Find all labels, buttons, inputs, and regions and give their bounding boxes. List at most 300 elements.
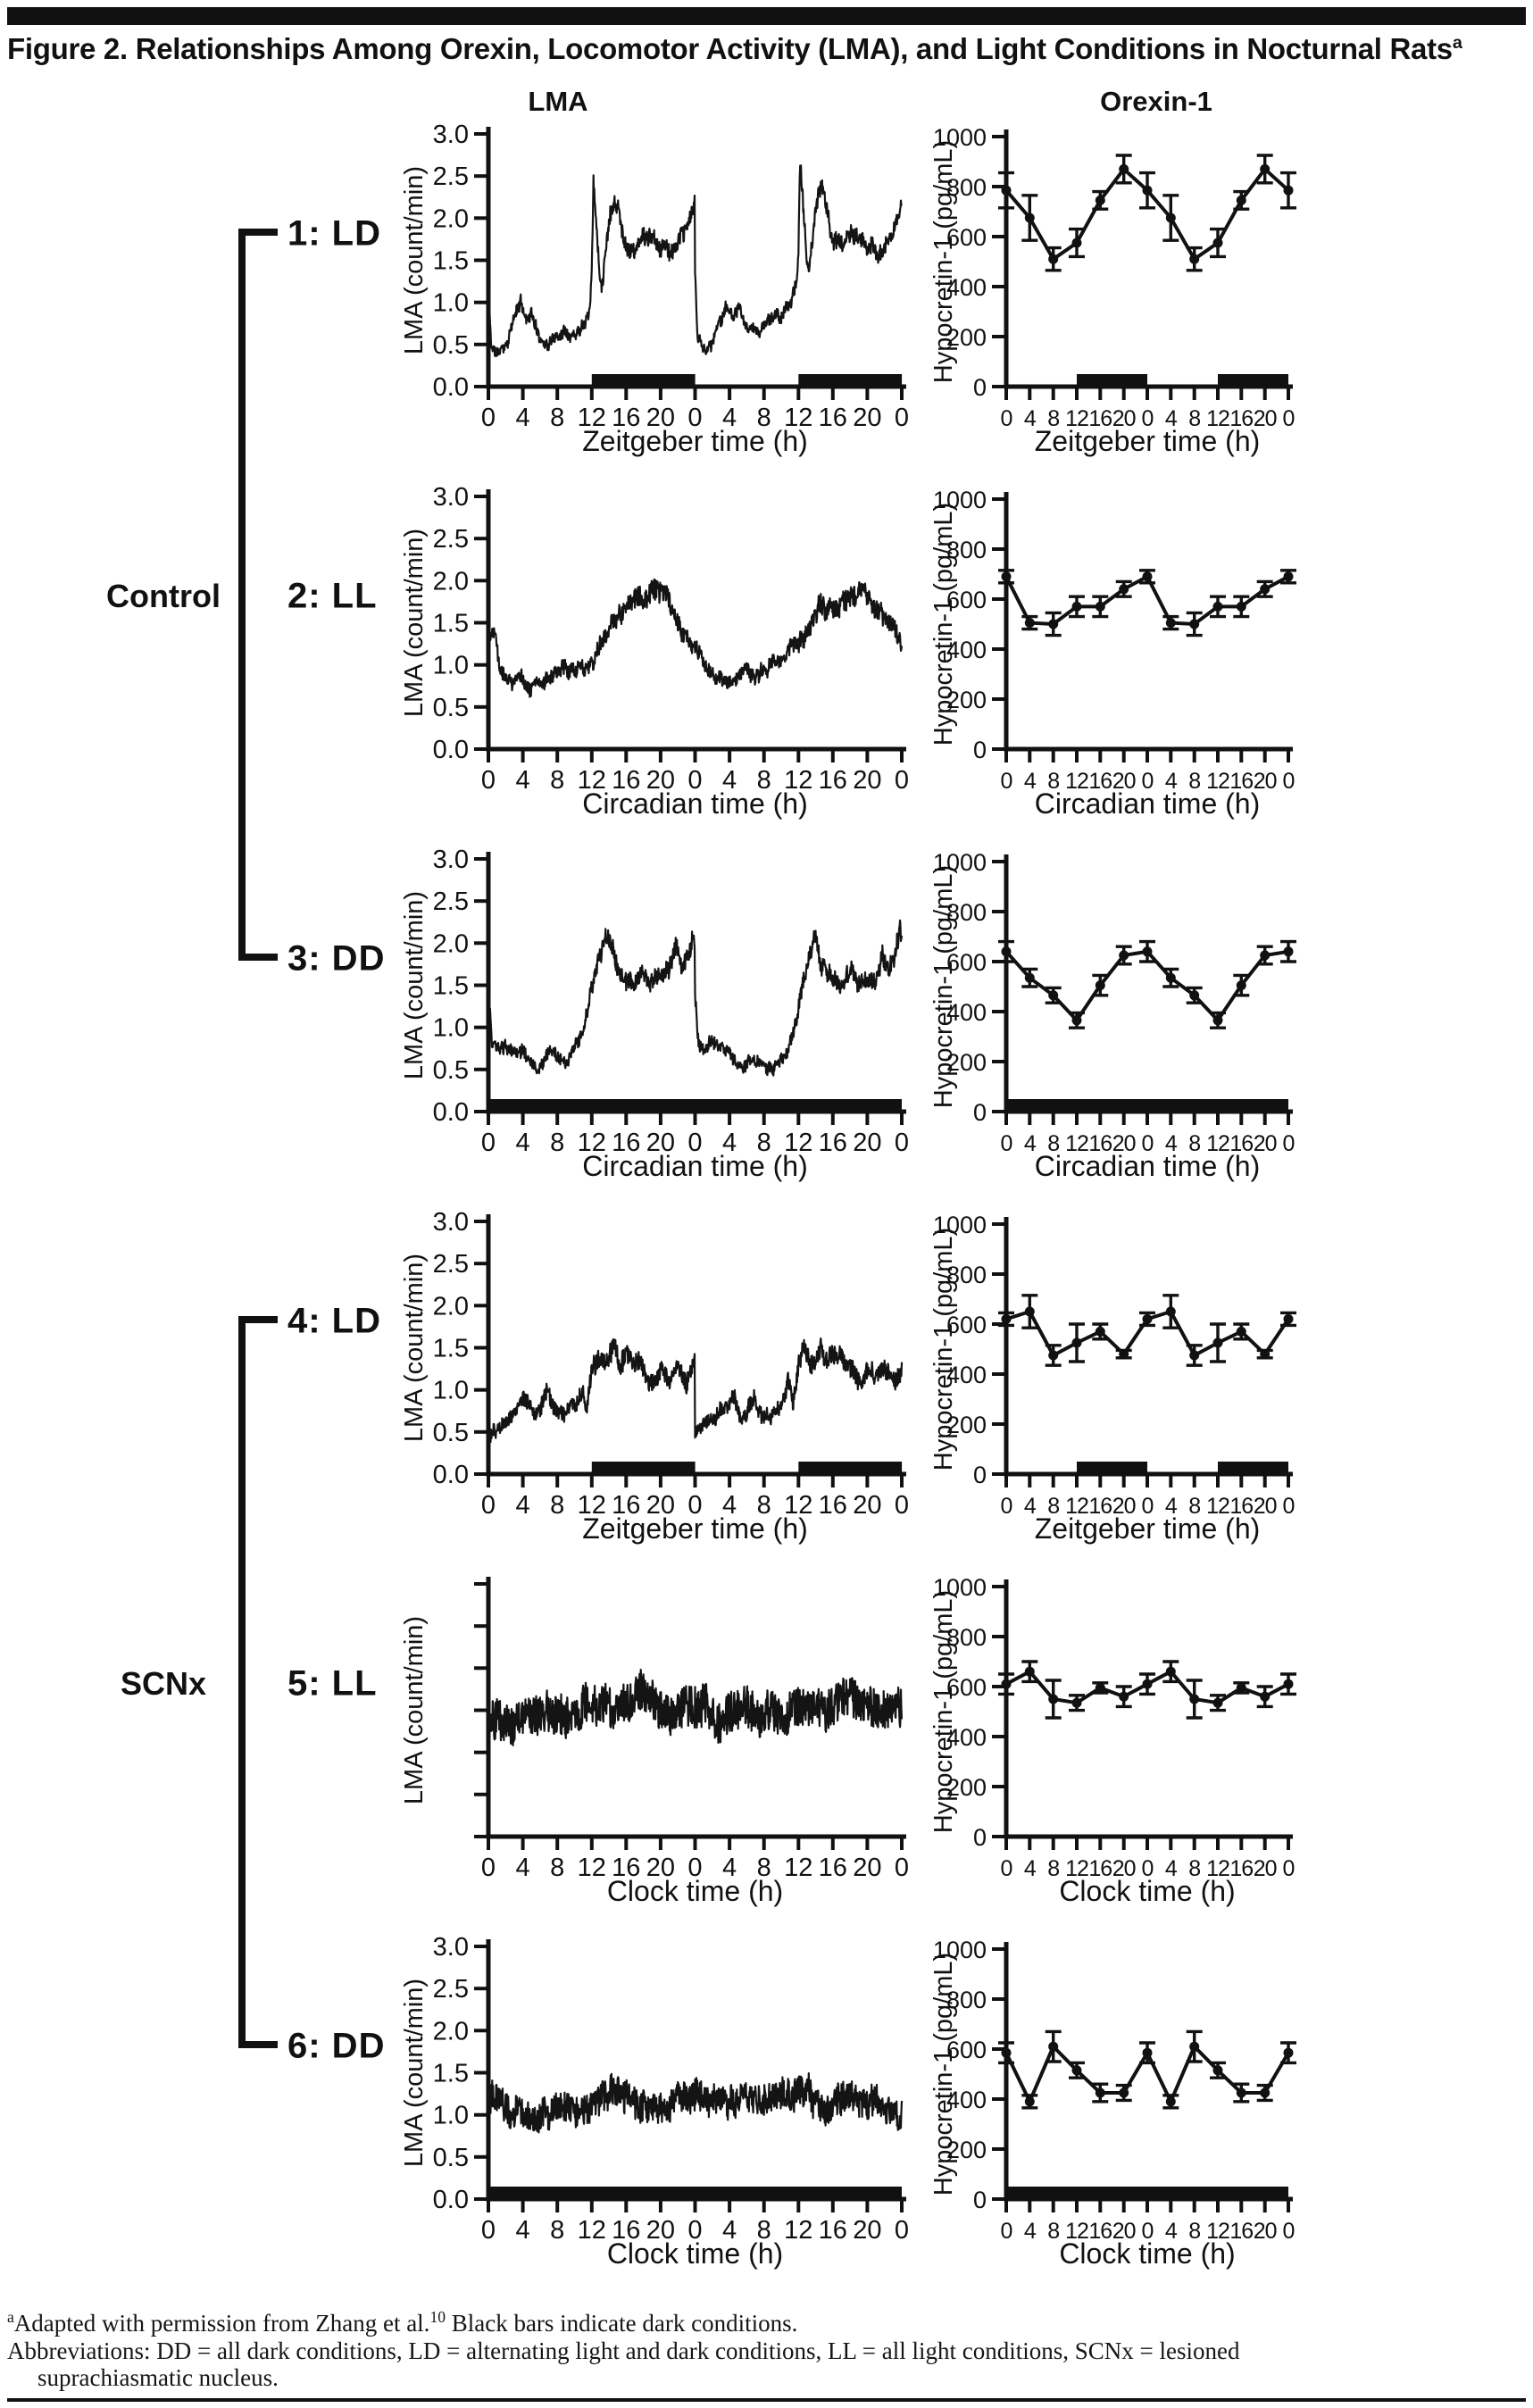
svg-text:16: 16 <box>612 1491 641 1520</box>
svg-text:Hypocretin-1 (pg/mL): Hypocretin-1 (pg/mL) <box>929 1227 958 1471</box>
svg-text:0: 0 <box>687 404 703 432</box>
svg-text:Zeitgeber time (h): Zeitgeber time (h) <box>582 425 808 457</box>
svg-text:4: 4 <box>1164 406 1177 431</box>
svg-text:1000: 1000 <box>932 124 987 151</box>
svg-text:4: 4 <box>515 1129 530 1157</box>
svg-text:4: 4 <box>515 2216 530 2245</box>
svg-text:8: 8 <box>756 404 771 432</box>
svg-text:20: 20 <box>853 1854 882 1882</box>
svg-text:4: 4 <box>1164 769 1177 794</box>
figure-title <box>7 32 1529 66</box>
svg-text:800: 800 <box>946 1262 987 1288</box>
orexin-plot-svg <box>920 121 1533 483</box>
svg-text:12: 12 <box>1065 406 1088 431</box>
svg-text:0: 0 <box>894 404 910 432</box>
svg-text:4: 4 <box>1164 2219 1177 2244</box>
svg-text:400: 400 <box>946 2087 987 2113</box>
svg-text:12: 12 <box>577 1854 606 1882</box>
svg-text:20: 20 <box>646 404 676 432</box>
footnote-adapted <box>7 2304 1400 2337</box>
footnote-superscript-a: a <box>7 2308 14 2326</box>
svg-text:0: 0 <box>972 374 987 401</box>
svg-text:3.0: 3.0 <box>432 121 469 149</box>
lma-plot-svg <box>250 1208 920 1571</box>
panel-row-1 <box>0 121 1533 483</box>
svg-text:0: 0 <box>1282 1856 1295 1881</box>
orexin-chart-6-dd <box>920 1933 1533 2296</box>
svg-text:16: 16 <box>612 2216 641 2245</box>
svg-text:0: 0 <box>1000 1494 1012 1519</box>
svg-text:0: 0 <box>972 2187 987 2213</box>
svg-text:800: 800 <box>946 537 987 563</box>
svg-text:16: 16 <box>1088 1856 1112 1881</box>
svg-text:3.0: 3.0 <box>432 1933 469 1962</box>
svg-text:16: 16 <box>612 1129 641 1157</box>
panel-row-6 <box>0 1933 1533 2296</box>
svg-text:16: 16 <box>818 404 847 432</box>
svg-text:16: 16 <box>818 2216 847 2245</box>
svg-text:0.0: 0.0 <box>432 2186 469 2214</box>
svg-text:20: 20 <box>1112 2219 1136 2244</box>
svg-text:LMA (count/min): LMA (count/min) <box>400 165 429 355</box>
lma-plot-svg <box>250 1933 920 2296</box>
svg-text:12: 12 <box>1206 406 1229 431</box>
svg-text:0: 0 <box>480 1491 496 1520</box>
svg-text:1.0: 1.0 <box>432 288 469 318</box>
svg-text:0: 0 <box>1000 2219 1012 2244</box>
svg-text:0.5: 0.5 <box>432 1418 469 1447</box>
svg-text:8: 8 <box>550 404 565 432</box>
footnote-adapted-text: Adapted with permission from Zhang et al. <box>13 2310 430 2337</box>
svg-text:16: 16 <box>818 1129 847 1157</box>
lma-plot-svg <box>250 1571 920 1933</box>
svg-text:Circadian time (h): Circadian time (h) <box>582 1150 808 1182</box>
svg-text:12: 12 <box>577 2216 606 2245</box>
svg-text:600: 600 <box>946 1674 987 1701</box>
bottom-rule <box>7 2398 1526 2402</box>
svg-text:Zeitgeber time (h): Zeitgeber time (h) <box>1034 1512 1261 1545</box>
orexin-chart-3-dd <box>920 846 1533 1208</box>
svg-text:12: 12 <box>1206 1131 1229 1156</box>
lma-plot-svg <box>250 121 920 483</box>
svg-text:2.0: 2.0 <box>432 2017 469 2046</box>
svg-text:0: 0 <box>1141 2219 1154 2244</box>
figure-title-text: Figure 2. Relationships Among Orexin, Locomotor Activity (LMA), and Light Conditions in Nocturnal Rats <box>7 32 1453 65</box>
svg-text:0: 0 <box>972 1462 987 1488</box>
row-label-3: 3: DD <box>287 938 386 979</box>
svg-text:2.5: 2.5 <box>432 887 469 917</box>
svg-text:0: 0 <box>894 1854 910 1882</box>
svg-text:20: 20 <box>646 766 676 795</box>
svg-text:600: 600 <box>946 1312 987 1338</box>
svg-text:8: 8 <box>756 766 771 795</box>
row-label-5: 5: LL <box>287 1663 378 1704</box>
svg-text:4: 4 <box>1164 1856 1177 1881</box>
svg-text:0: 0 <box>972 1824 987 1851</box>
row-label-1: 1: LD <box>287 213 381 254</box>
svg-text:20: 20 <box>646 1854 676 1882</box>
svg-text:0: 0 <box>1000 406 1012 431</box>
svg-text:16: 16 <box>818 1854 847 1882</box>
svg-text:8: 8 <box>1188 406 1201 431</box>
svg-text:16: 16 <box>1088 1494 1112 1519</box>
svg-text:0: 0 <box>480 1854 496 1882</box>
svg-text:Circadian time (h): Circadian time (h) <box>1034 787 1261 820</box>
svg-text:0: 0 <box>1141 1856 1154 1881</box>
svg-text:12: 12 <box>784 1129 813 1157</box>
footnote-darkbars-text: Black bars indicate dark conditions. <box>445 2310 798 2337</box>
svg-text:0: 0 <box>1282 769 1295 794</box>
svg-text:0: 0 <box>687 1854 703 1882</box>
svg-text:1.5: 1.5 <box>432 2059 469 2088</box>
svg-text:12: 12 <box>1206 769 1229 794</box>
svg-text:12: 12 <box>1065 769 1088 794</box>
panel-row-4 <box>0 1208 1533 1571</box>
svg-text:3.0: 3.0 <box>432 1208 469 1237</box>
svg-text:2.0: 2.0 <box>432 567 469 596</box>
svg-text:0: 0 <box>1282 1131 1295 1156</box>
svg-text:16: 16 <box>1229 406 1254 431</box>
svg-text:8: 8 <box>1047 406 1060 431</box>
svg-text:0: 0 <box>1000 769 1012 794</box>
svg-text:8: 8 <box>756 2216 771 2245</box>
svg-text:20: 20 <box>1112 1856 1136 1881</box>
svg-text:4: 4 <box>1023 2219 1036 2244</box>
svg-text:Circadian time (h): Circadian time (h) <box>582 787 808 820</box>
svg-text:LMA (count/min): LMA (count/min) <box>400 1615 429 1805</box>
svg-text:200: 200 <box>946 324 987 351</box>
svg-text:Zeitgeber time (h): Zeitgeber time (h) <box>1034 425 1261 457</box>
svg-text:4: 4 <box>1023 1856 1036 1881</box>
svg-text:4: 4 <box>515 404 530 432</box>
svg-text:0: 0 <box>480 404 496 432</box>
panel-row-5 <box>0 1571 1533 1933</box>
svg-text:800: 800 <box>946 1624 987 1651</box>
svg-text:8: 8 <box>550 1129 565 1157</box>
svg-text:20: 20 <box>853 1129 882 1157</box>
svg-text:0.5: 0.5 <box>432 693 469 722</box>
svg-text:12: 12 <box>577 766 606 795</box>
svg-text:0: 0 <box>687 1129 703 1157</box>
svg-text:16: 16 <box>1088 769 1112 794</box>
svg-text:8: 8 <box>550 766 565 795</box>
svg-text:8: 8 <box>1047 1494 1060 1519</box>
svg-text:0: 0 <box>1141 1494 1154 1519</box>
svg-text:1.0: 1.0 <box>432 2101 469 2130</box>
svg-text:0: 0 <box>1141 1131 1154 1156</box>
svg-text:400: 400 <box>946 1362 987 1388</box>
svg-text:4: 4 <box>1164 1494 1177 1519</box>
svg-text:16: 16 <box>1088 2219 1112 2244</box>
svg-text:Hypocretin-1 (pg/mL): Hypocretin-1 (pg/mL) <box>929 1952 958 2196</box>
lma-chart-2-ll <box>250 483 920 846</box>
svg-text:4: 4 <box>722 766 737 795</box>
orexin-plot-svg <box>920 1208 1533 1571</box>
svg-text:0: 0 <box>894 766 910 795</box>
svg-text:1000: 1000 <box>932 849 987 876</box>
svg-text:1.5: 1.5 <box>432 246 469 276</box>
svg-text:4: 4 <box>1023 1494 1036 1519</box>
svg-text:16: 16 <box>1229 1494 1254 1519</box>
svg-text:2.0: 2.0 <box>432 929 469 959</box>
svg-text:0: 0 <box>687 1491 703 1520</box>
svg-text:1000: 1000 <box>932 1574 987 1601</box>
svg-text:20: 20 <box>1253 2219 1277 2244</box>
svg-text:8: 8 <box>1188 1494 1201 1519</box>
svg-text:600: 600 <box>946 949 987 976</box>
svg-text:20: 20 <box>1112 769 1136 794</box>
group-label-control: Control <box>106 578 221 614</box>
svg-text:12: 12 <box>1206 1856 1229 1881</box>
svg-text:200: 200 <box>946 2137 987 2163</box>
svg-text:20: 20 <box>853 766 882 795</box>
svg-text:1.0: 1.0 <box>432 1376 469 1405</box>
svg-text:600: 600 <box>946 224 987 251</box>
svg-text:4: 4 <box>1023 406 1036 431</box>
svg-text:400: 400 <box>946 637 987 663</box>
svg-text:0: 0 <box>894 2216 910 2245</box>
group-label-scnx: SCNx <box>120 1665 207 1702</box>
svg-text:1.0: 1.0 <box>432 1013 469 1043</box>
svg-text:8: 8 <box>756 1854 771 1882</box>
svg-text:16: 16 <box>612 766 641 795</box>
svg-text:800: 800 <box>946 1987 987 2013</box>
lma-chart-1-ld <box>250 121 920 483</box>
svg-text:4: 4 <box>515 1491 530 1520</box>
orexin-plot-svg <box>920 483 1533 846</box>
svg-text:8: 8 <box>550 1854 565 1882</box>
svg-text:Hypocretin-1 (pg/mL): Hypocretin-1 (pg/mL) <box>929 139 958 384</box>
svg-text:8: 8 <box>1047 1856 1060 1881</box>
svg-text:2.5: 2.5 <box>432 525 469 554</box>
footnotes <box>7 2304 1400 2391</box>
lma-plot-svg <box>250 483 920 846</box>
svg-text:600: 600 <box>946 587 987 613</box>
svg-text:4: 4 <box>1164 1131 1177 1156</box>
svg-text:16: 16 <box>1229 1856 1254 1881</box>
svg-text:20: 20 <box>1253 1494 1277 1519</box>
svg-text:600: 600 <box>946 2037 987 2063</box>
svg-text:12: 12 <box>577 1491 606 1520</box>
svg-text:20: 20 <box>1253 406 1277 431</box>
footnote-reference-10: 10 <box>429 2308 446 2326</box>
lma-chart-3-dd <box>250 846 920 1208</box>
svg-text:200: 200 <box>946 1412 987 1438</box>
svg-text:8: 8 <box>1188 2219 1201 2244</box>
svg-text:20: 20 <box>853 404 882 432</box>
svg-text:1000: 1000 <box>932 487 987 513</box>
svg-text:12: 12 <box>784 1491 813 1520</box>
svg-text:20: 20 <box>646 1491 676 1520</box>
svg-text:12: 12 <box>1065 1131 1088 1156</box>
svg-text:LMA (count/min): LMA (count/min) <box>400 1978 429 2168</box>
svg-text:4: 4 <box>1023 769 1036 794</box>
svg-text:0: 0 <box>687 2216 703 2245</box>
svg-text:8: 8 <box>756 1129 771 1157</box>
orexin-plot-svg <box>920 1571 1533 1933</box>
lma-chart-4-ld <box>250 1208 920 1571</box>
svg-text:LMA (count/min): LMA (count/min) <box>400 528 429 718</box>
svg-text:4: 4 <box>1023 1131 1036 1156</box>
svg-text:0.0: 0.0 <box>432 736 469 764</box>
svg-text:2.0: 2.0 <box>432 204 469 234</box>
svg-text:0.0: 0.0 <box>432 1461 469 1489</box>
svg-text:0.5: 0.5 <box>432 2143 469 2172</box>
svg-text:0: 0 <box>1141 769 1154 794</box>
panel-row-2 <box>0 483 1533 846</box>
svg-text:4: 4 <box>722 404 737 432</box>
svg-text:12: 12 <box>577 1129 606 1157</box>
svg-text:16: 16 <box>1229 1131 1254 1156</box>
svg-text:8: 8 <box>1047 769 1060 794</box>
orexin-chart-2-ll <box>920 483 1533 846</box>
svg-text:16: 16 <box>1229 769 1254 794</box>
svg-text:LMA (count/min): LMA (count/min) <box>400 1253 429 1443</box>
svg-text:Hypocretin-1 (pg/mL): Hypocretin-1 (pg/mL) <box>929 1589 958 1834</box>
svg-text:20: 20 <box>1112 406 1136 431</box>
svg-text:0: 0 <box>1000 1131 1012 1156</box>
svg-text:Hypocretin-1 (pg/mL): Hypocretin-1 (pg/mL) <box>929 502 958 746</box>
svg-text:2.5: 2.5 <box>432 162 469 192</box>
svg-text:1000: 1000 <box>932 1212 987 1238</box>
orexin-chart-5-ll <box>920 1571 1533 1933</box>
svg-text:Clock time (h): Clock time (h) <box>606 2237 784 2270</box>
lma-plot-svg <box>250 846 920 1208</box>
svg-text:0: 0 <box>1282 406 1295 431</box>
svg-text:8: 8 <box>1188 1856 1201 1881</box>
svg-text:2.0: 2.0 <box>432 1292 469 1321</box>
svg-text:200: 200 <box>946 1049 987 1076</box>
svg-text:16: 16 <box>818 766 847 795</box>
column-header-orexin: Orexin-1 <box>1100 86 1212 117</box>
svg-text:0: 0 <box>972 737 987 763</box>
svg-text:1.5: 1.5 <box>432 1334 469 1363</box>
svg-text:2.5: 2.5 <box>432 1250 469 1279</box>
row-label-6: 6: DD <box>287 2026 386 2066</box>
svg-text:0: 0 <box>972 1099 987 1126</box>
orexin-chart-4-ld <box>920 1208 1533 1571</box>
svg-text:0: 0 <box>1000 1856 1012 1881</box>
svg-text:4: 4 <box>722 2216 737 2245</box>
svg-text:0: 0 <box>894 1129 910 1157</box>
svg-text:12: 12 <box>784 404 813 432</box>
svg-text:0: 0 <box>894 1491 910 1520</box>
svg-text:1000: 1000 <box>932 1937 987 1963</box>
svg-text:16: 16 <box>1229 2219 1254 2244</box>
svg-text:12: 12 <box>784 1854 813 1882</box>
svg-text:8: 8 <box>1047 2219 1060 2244</box>
svg-text:Hypocretin-1 (pg/mL): Hypocretin-1 (pg/mL) <box>929 864 958 1109</box>
svg-text:1.5: 1.5 <box>432 609 469 638</box>
svg-text:200: 200 <box>946 1774 987 1801</box>
orexin-chart-1-ld <box>920 121 1533 483</box>
svg-text:16: 16 <box>612 1854 641 1882</box>
svg-text:20: 20 <box>1112 1131 1136 1156</box>
svg-text:8: 8 <box>1188 769 1201 794</box>
column-header-lma: LMA <box>528 86 588 117</box>
svg-text:8: 8 <box>1188 1131 1201 1156</box>
svg-text:2.5: 2.5 <box>432 1975 469 2004</box>
panel-row-3 <box>0 846 1533 1208</box>
orexin-plot-svg <box>920 846 1533 1208</box>
svg-text:0.0: 0.0 <box>432 1098 469 1127</box>
svg-text:0.0: 0.0 <box>432 373 469 402</box>
svg-text:0: 0 <box>1282 1494 1295 1519</box>
svg-text:0: 0 <box>1282 2219 1295 2244</box>
svg-text:4: 4 <box>515 1854 530 1882</box>
svg-text:Clock time (h): Clock time (h) <box>1059 2237 1236 2270</box>
svg-text:800: 800 <box>946 174 987 201</box>
svg-text:Zeitgeber time (h): Zeitgeber time (h) <box>582 1512 808 1545</box>
svg-text:Clock time (h): Clock time (h) <box>1059 1875 1236 1907</box>
svg-text:16: 16 <box>1088 406 1112 431</box>
svg-text:0.5: 0.5 <box>432 330 469 360</box>
svg-text:400: 400 <box>946 999 987 1026</box>
svg-text:20: 20 <box>1112 1494 1136 1519</box>
svg-text:800: 800 <box>946 899 987 926</box>
svg-text:0: 0 <box>480 766 496 795</box>
svg-text:400: 400 <box>946 1724 987 1751</box>
footnote-abbreviations: Abbreviations: DD = all dark conditions, LD = alternating light and dark conditions, LL = all light conditions, SCNx = lesioned suprachiasmatic nucleus. <box>7 2337 1240 2391</box>
lma-chart-6-dd <box>250 1933 920 2296</box>
figure-body <box>0 121 1533 2296</box>
svg-text:12: 12 <box>1065 1494 1088 1519</box>
svg-text:4: 4 <box>722 1129 737 1157</box>
svg-text:4: 4 <box>722 1854 737 1882</box>
svg-text:20: 20 <box>1253 1856 1277 1881</box>
row-label-4: 4: LD <box>287 1301 381 1341</box>
svg-text:20: 20 <box>646 1129 676 1157</box>
svg-text:20: 20 <box>853 1491 882 1520</box>
svg-text:12: 12 <box>1065 2219 1088 2244</box>
svg-text:12: 12 <box>1206 2219 1229 2244</box>
svg-text:0: 0 <box>480 2216 496 2245</box>
svg-text:0: 0 <box>1141 406 1154 431</box>
svg-text:200: 200 <box>946 687 987 713</box>
svg-text:8: 8 <box>1047 1131 1060 1156</box>
svg-text:4: 4 <box>722 1491 737 1520</box>
svg-text:12: 12 <box>784 2216 813 2245</box>
svg-text:0.5: 0.5 <box>432 1055 469 1085</box>
svg-text:1.5: 1.5 <box>432 971 469 1001</box>
svg-text:1.0: 1.0 <box>432 651 469 680</box>
svg-text:12: 12 <box>784 766 813 795</box>
svg-text:8: 8 <box>550 1491 565 1520</box>
svg-text:8: 8 <box>756 1491 771 1520</box>
lma-chart-5-ll <box>250 1571 920 1933</box>
svg-text:400: 400 <box>946 274 987 301</box>
svg-text:16: 16 <box>1088 1131 1112 1156</box>
svg-text:16: 16 <box>818 1491 847 1520</box>
svg-text:Circadian time (h): Circadian time (h) <box>1034 1150 1261 1182</box>
svg-text:Clock time (h): Clock time (h) <box>606 1875 784 1907</box>
svg-text:20: 20 <box>853 2216 882 2245</box>
svg-text:8: 8 <box>550 2216 565 2245</box>
svg-text:20: 20 <box>1253 769 1277 794</box>
top-rule <box>7 7 1526 25</box>
row-label-2: 2: LL <box>287 576 378 616</box>
svg-text:3.0: 3.0 <box>432 483 469 512</box>
svg-text:16: 16 <box>612 404 641 432</box>
svg-text:20: 20 <box>1253 1131 1277 1156</box>
svg-text:LMA (count/min): LMA (count/min) <box>400 890 429 1080</box>
orexin-plot-svg <box>920 1933 1533 2296</box>
svg-text:12: 12 <box>577 404 606 432</box>
svg-text:4: 4 <box>515 766 530 795</box>
svg-text:20: 20 <box>646 2216 676 2245</box>
svg-text:0: 0 <box>687 766 703 795</box>
svg-text:12: 12 <box>1206 1494 1229 1519</box>
